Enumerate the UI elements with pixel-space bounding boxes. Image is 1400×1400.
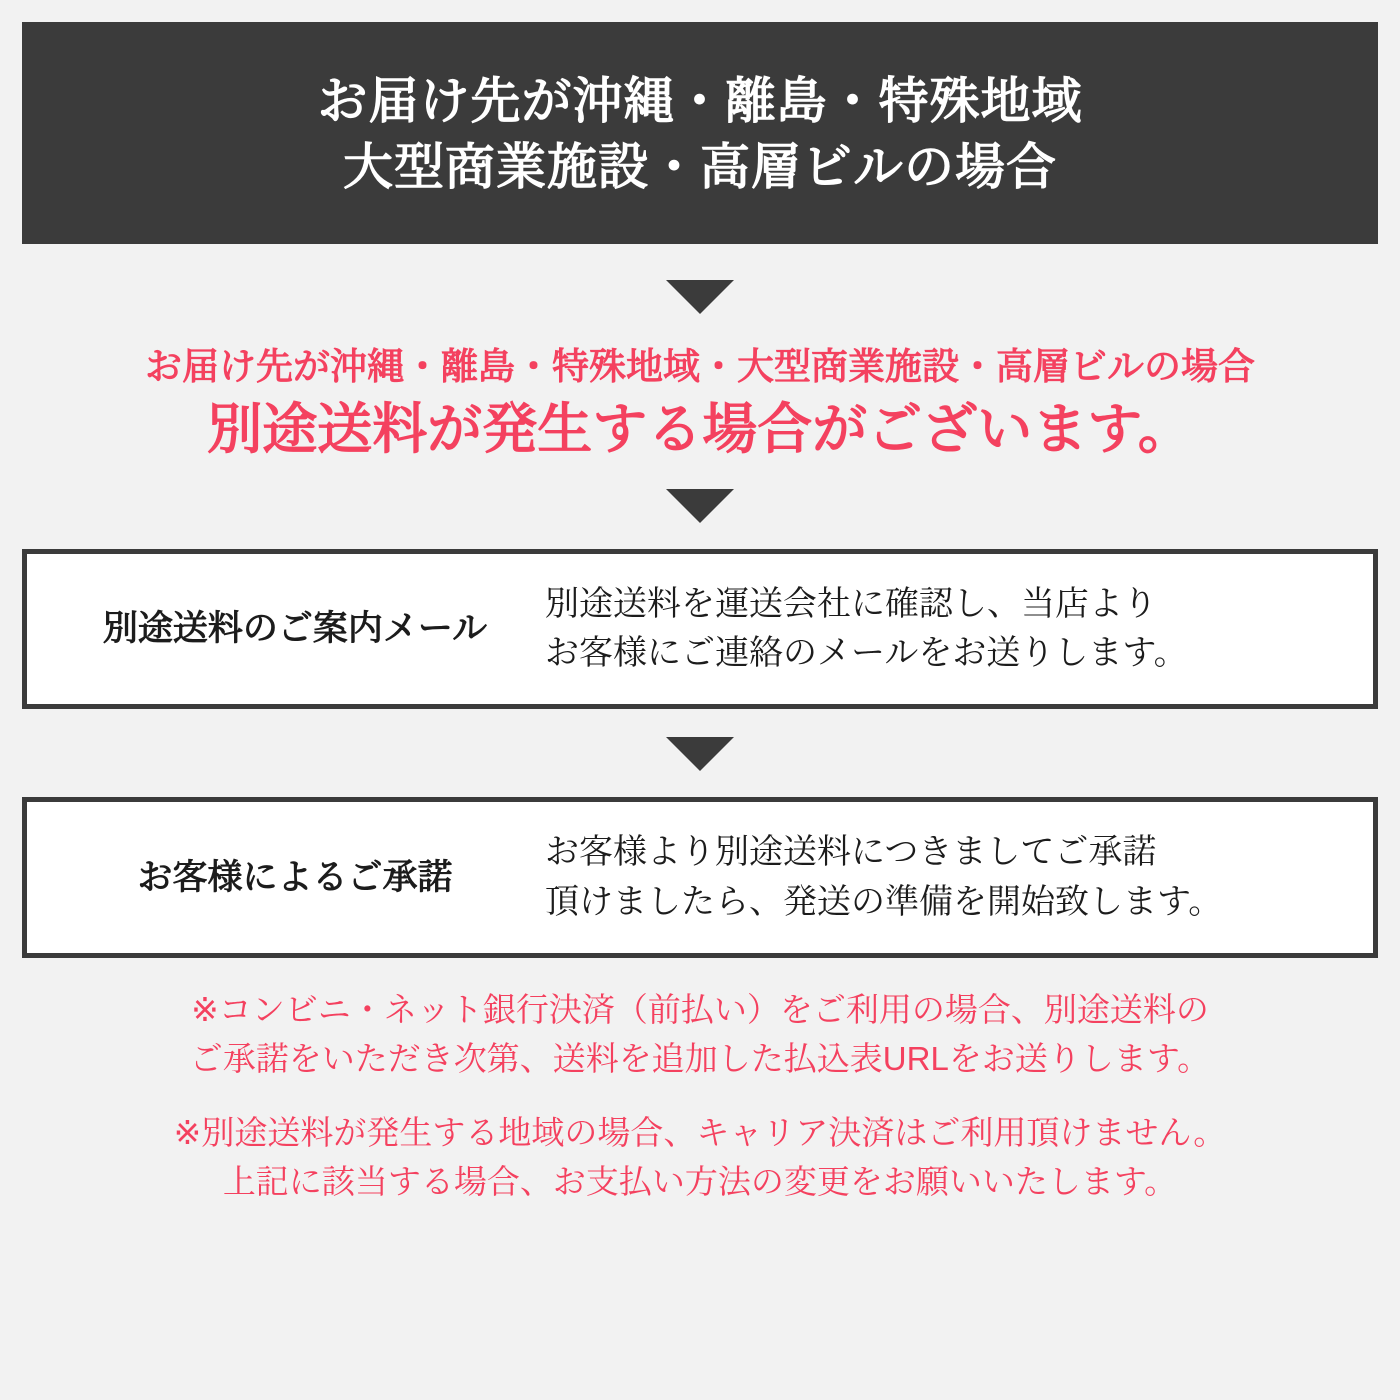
- header-banner: [22, 22, 1378, 244]
- emphasis-title: 別途送料が発生する場合がございます。: [207, 398, 1193, 461]
- footer-notes: [22, 986, 1378, 1233]
- note-line-2: 上記に該当する場合、お支払い方法の変更をお願いいたします。: [222, 1163, 1178, 1201]
- step-box-customer-consent: [22, 797, 1378, 958]
- down-triangle-icon: [666, 280, 734, 314]
- note-line-1: ※別途送料が発生する地域の場合、キャリア決済はご利用頂けません。: [173, 1114, 1227, 1152]
- step-description: [545, 580, 1355, 679]
- step-description-line-2: お客様にご連絡のメールをお送りします。: [545, 633, 1188, 672]
- note-item: [22, 986, 1378, 1084]
- note-item: [22, 1109, 1378, 1207]
- header-title-line-2: 大型商業施設・高層ビルの場合: [343, 139, 1057, 195]
- step-description: [545, 828, 1355, 927]
- down-triangle-icon: [666, 489, 734, 523]
- emphasis-block: [22, 344, 1378, 465]
- note-line-2: ご承諾をいただき次第、送料を追加した払込表URLをお送りします。: [189, 1039, 1211, 1077]
- step-description-line-2: 頂けましたら、発送の準備を開始致します。: [545, 882, 1223, 921]
- step-label: お客様によるご承諾: [137, 857, 453, 897]
- step-description-line-1: 別途送料を運送会社に確認し、当店より: [545, 584, 1157, 623]
- down-triangle-icon: [666, 737, 734, 771]
- note-line-1: ※コンビニ・ネット銀行決済（前払い）をご利用の場合、別途送料の: [191, 990, 1209, 1028]
- step-label: 別途送料のご案内メール: [102, 609, 488, 649]
- header-title-line-1: お届け先が沖縄・離島・特殊地域: [317, 73, 1083, 129]
- emphasis-subtitle: お届け先が沖縄・離島・特殊地域・大型商業施設・高層ビルの場合: [145, 346, 1255, 387]
- step-description-line-1: お客様より別途送料につきましてご承諾: [545, 833, 1157, 872]
- step-box-shipping-mail: [22, 549, 1378, 710]
